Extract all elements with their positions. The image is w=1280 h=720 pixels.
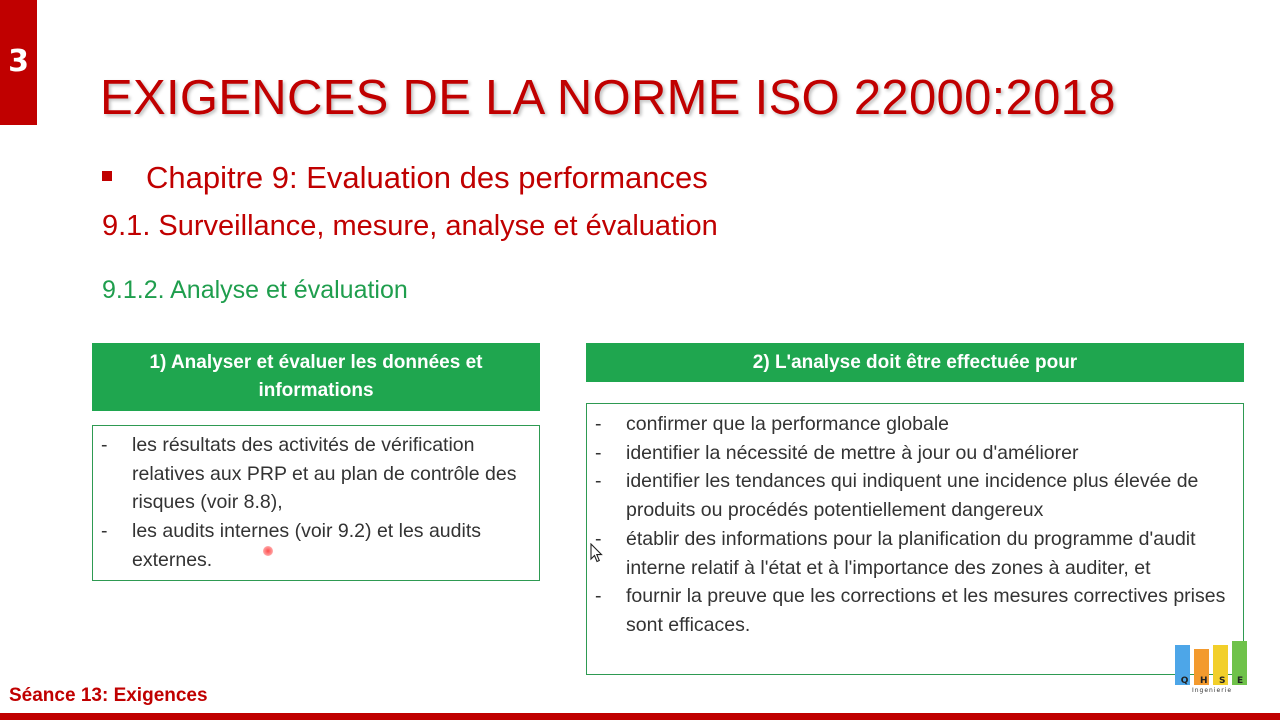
square-bullet-icon	[102, 171, 112, 181]
dash-bullet: -	[101, 520, 108, 543]
mouse-pointer-icon	[590, 543, 604, 563]
logo-subtitle: Ingenierie	[1191, 687, 1233, 694]
right-box-list	[595, 410, 1233, 640]
list-item: - identifier les tendances qui indiquent une incidence plus élevée de produits ou procédés potentiellement dangereux	[595, 467, 1233, 524]
dash-bullet: -	[101, 434, 108, 456]
footer-session-label: Séance 13: Exigences	[9, 685, 208, 706]
dash-bullet: -	[595, 585, 602, 608]
dash-bullet: -	[595, 441, 602, 464]
left-box-header: 1) Analyser et évaluer les données et informations	[92, 343, 540, 411]
chapter-heading	[102, 160, 708, 196]
left-box-list	[101, 431, 529, 575]
dash-bullet: -	[595, 413, 602, 435]
chapter-text: Chapitre 9: Evaluation des performances	[146, 160, 708, 195]
right-box-header: 2) L'analyse doit être effectuée pour	[586, 343, 1244, 382]
dash-bullet: -	[595, 470, 602, 493]
section-heading: 9.1. Surveillance, mesure, analyse et évaluation	[102, 210, 718, 242]
list-item: - fournir la preuve que les corrections et les mesures correctives prises sont efficaces.	[595, 582, 1233, 639]
list-item: - établir des informations pour la planification du programme d'audit interne relatif à l'état et à l'importance des zones à auditer, et	[595, 525, 1233, 582]
list-item: - confirmer que la performance globale	[595, 410, 1233, 439]
list-item: - identifier la nécessité de mettre à jour ou d'améliorer	[595, 439, 1233, 468]
left-box	[92, 425, 540, 581]
laser-pointer-dot	[263, 546, 273, 556]
list-item: - les résultats des activités de vérification relatives aux PRP et au plan de contrôle des risques (voir 8.8),	[101, 431, 529, 517]
dash-bullet: -	[595, 527, 602, 550]
right-box	[586, 403, 1244, 675]
subsection-heading: 9.1.2. Analyse et évaluation	[102, 276, 408, 304]
list-item: - les audits internes (voir 9.2) et les audits externes.	[101, 517, 529, 574]
logo-letters: Q H S E	[1180, 676, 1244, 686]
slide-title: EXIGENCES DE LA NORME ISO 22000:2018	[100, 71, 1116, 125]
slide-number-tab: 3	[0, 0, 37, 125]
bottom-bar	[0, 713, 1280, 720]
qhse-logo	[1175, 645, 1249, 695]
